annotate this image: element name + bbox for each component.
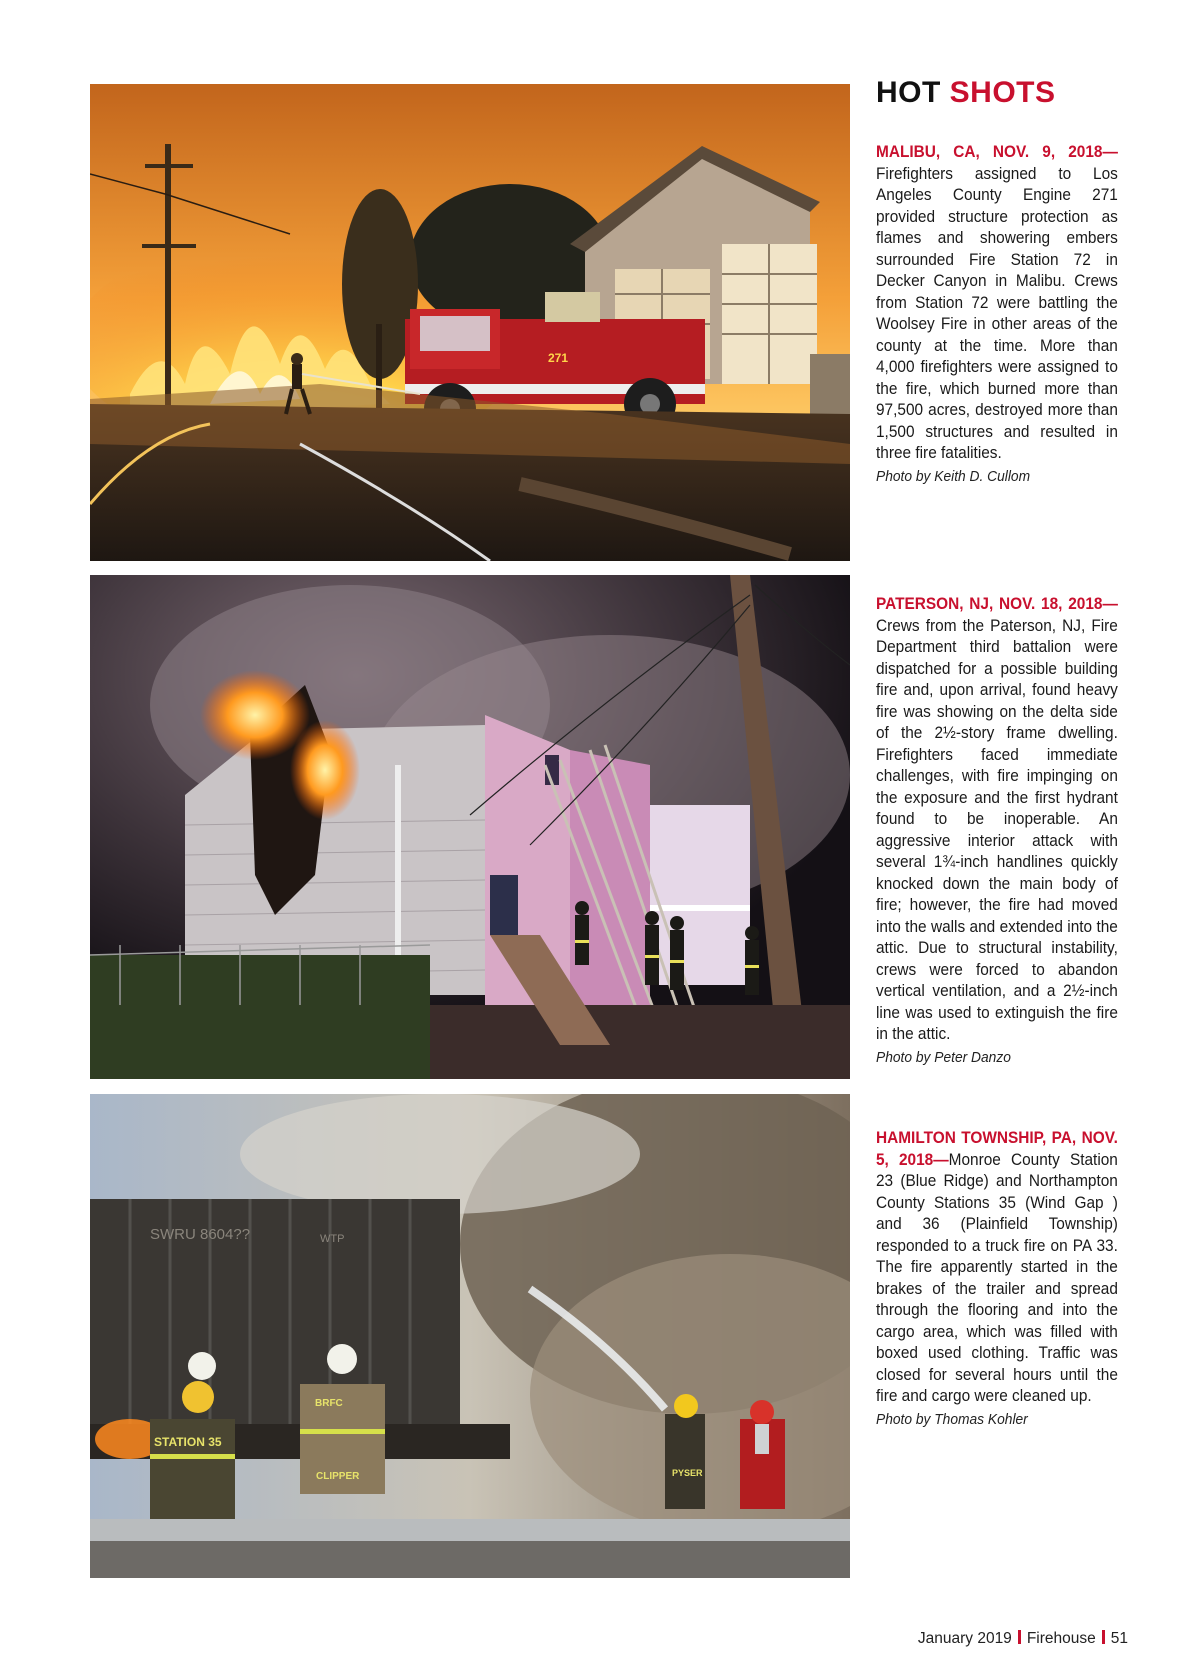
- footer-separator: [1018, 1630, 1021, 1644]
- helmet-label-text: BRFC: [315, 1398, 343, 1409]
- story-body: Firefighters assigned to Los Angeles County Engine 271 provided structure protection as flames and showering embers surrounded Fire Station 72 in Decker Canyon in Malibu. Crews from Station 72 were battling the Woolsey Fire in other areas of the county at the time. More than 4,000 firefighters were assigned to the fire, which burned more than 97,500 acres, destroyed more than 1,500 structures and resulted in three fire fatalities.: [876, 164, 1118, 462]
- story-dateline: MALIBU, CA, NOV. 9, 2018—: [876, 143, 1118, 161]
- photo-credit: Photo by Peter Danzo: [876, 1049, 1011, 1066]
- footer-page-number: 51: [1110, 1630, 1128, 1647]
- photo-paterson-house-fire: [90, 575, 850, 1079]
- malibu-photo-illustration: [90, 84, 850, 561]
- story-text: [876, 1128, 1118, 1408]
- story-body: Crews from the Paterson, NJ, Fire Department third battalion were dispatched for a possible building fire and, upon arrival, found heavy fire was showing on the delta side of the 2½-story frame dwelling. Firefighters faced immediate challenges, with fire impinging on the exposure and the first hydrant found to be inoperable. An aggressive interior attack with several 1¾-inch handlines quickly knocked down the main body of fire; however, the fire had moved into the walls and extended into the attic. Due to structural instability, crews were forced to abandon vertical ventilation, and a 2½-inch line was used to extinguish the fire in the attic.: [876, 616, 1118, 1043]
- engine-number-text: 271: [548, 351, 569, 365]
- story-hamilton: [876, 1128, 1118, 1431]
- footer-separator: [1102, 1630, 1105, 1644]
- photo-credit: Photo by Thomas Kohler: [876, 1411, 1028, 1428]
- story-paterson: [876, 594, 1118, 1069]
- story-dateline: PATERSON, NJ, NOV. 18, 2018—: [876, 595, 1118, 613]
- container-id-text: SWRU 8604??: [150, 1226, 251, 1243]
- story-body: Monroe County Station 23 (Blue Ridge) and Northampton County Stations 35 (Wind Gap ) and 36 (Plainfield Township) responded to a truck fire on PA 33. The fire apparently started in the brakes of the trailer and spread through the flooring and into the cargo area, which was filled with boxed used clothing. Traffic was closed for several hours until the fire and cargo were cleaned up.: [876, 1150, 1118, 1405]
- page-footer: [918, 1630, 1128, 1648]
- section-title: [876, 76, 1056, 110]
- footer-issue-date: January 2019: [917, 1630, 1012, 1647]
- photo-hamilton-truck-fire: [90, 1094, 850, 1578]
- story-dateline: HAMILTON TOWNSHIP, PA, NOV. 5, 2018—: [876, 1129, 1118, 1169]
- footer-magazine-name: Firehouse: [1026, 1630, 1096, 1647]
- story-text: [876, 142, 1118, 465]
- paterson-photo-illustration: [90, 575, 850, 1079]
- turnout-label-text: STATION 35: [154, 1435, 222, 1449]
- story-text: [876, 594, 1118, 1046]
- jacket-label-text: CLIPPER: [316, 1471, 360, 1482]
- hamilton-photo-illustration: [90, 1094, 850, 1578]
- container-mark-text: WTP: [320, 1233, 345, 1245]
- story-malibu: [876, 142, 1118, 488]
- pyser-label-text: PYSER: [672, 1468, 703, 1478]
- photo-malibu-fire-station: [90, 84, 850, 561]
- section-title-part2: SHOTS: [949, 76, 1056, 109]
- photo-credit: Photo by Keith D. Cullom: [876, 468, 1031, 485]
- section-title-part1: HOT: [876, 76, 941, 109]
